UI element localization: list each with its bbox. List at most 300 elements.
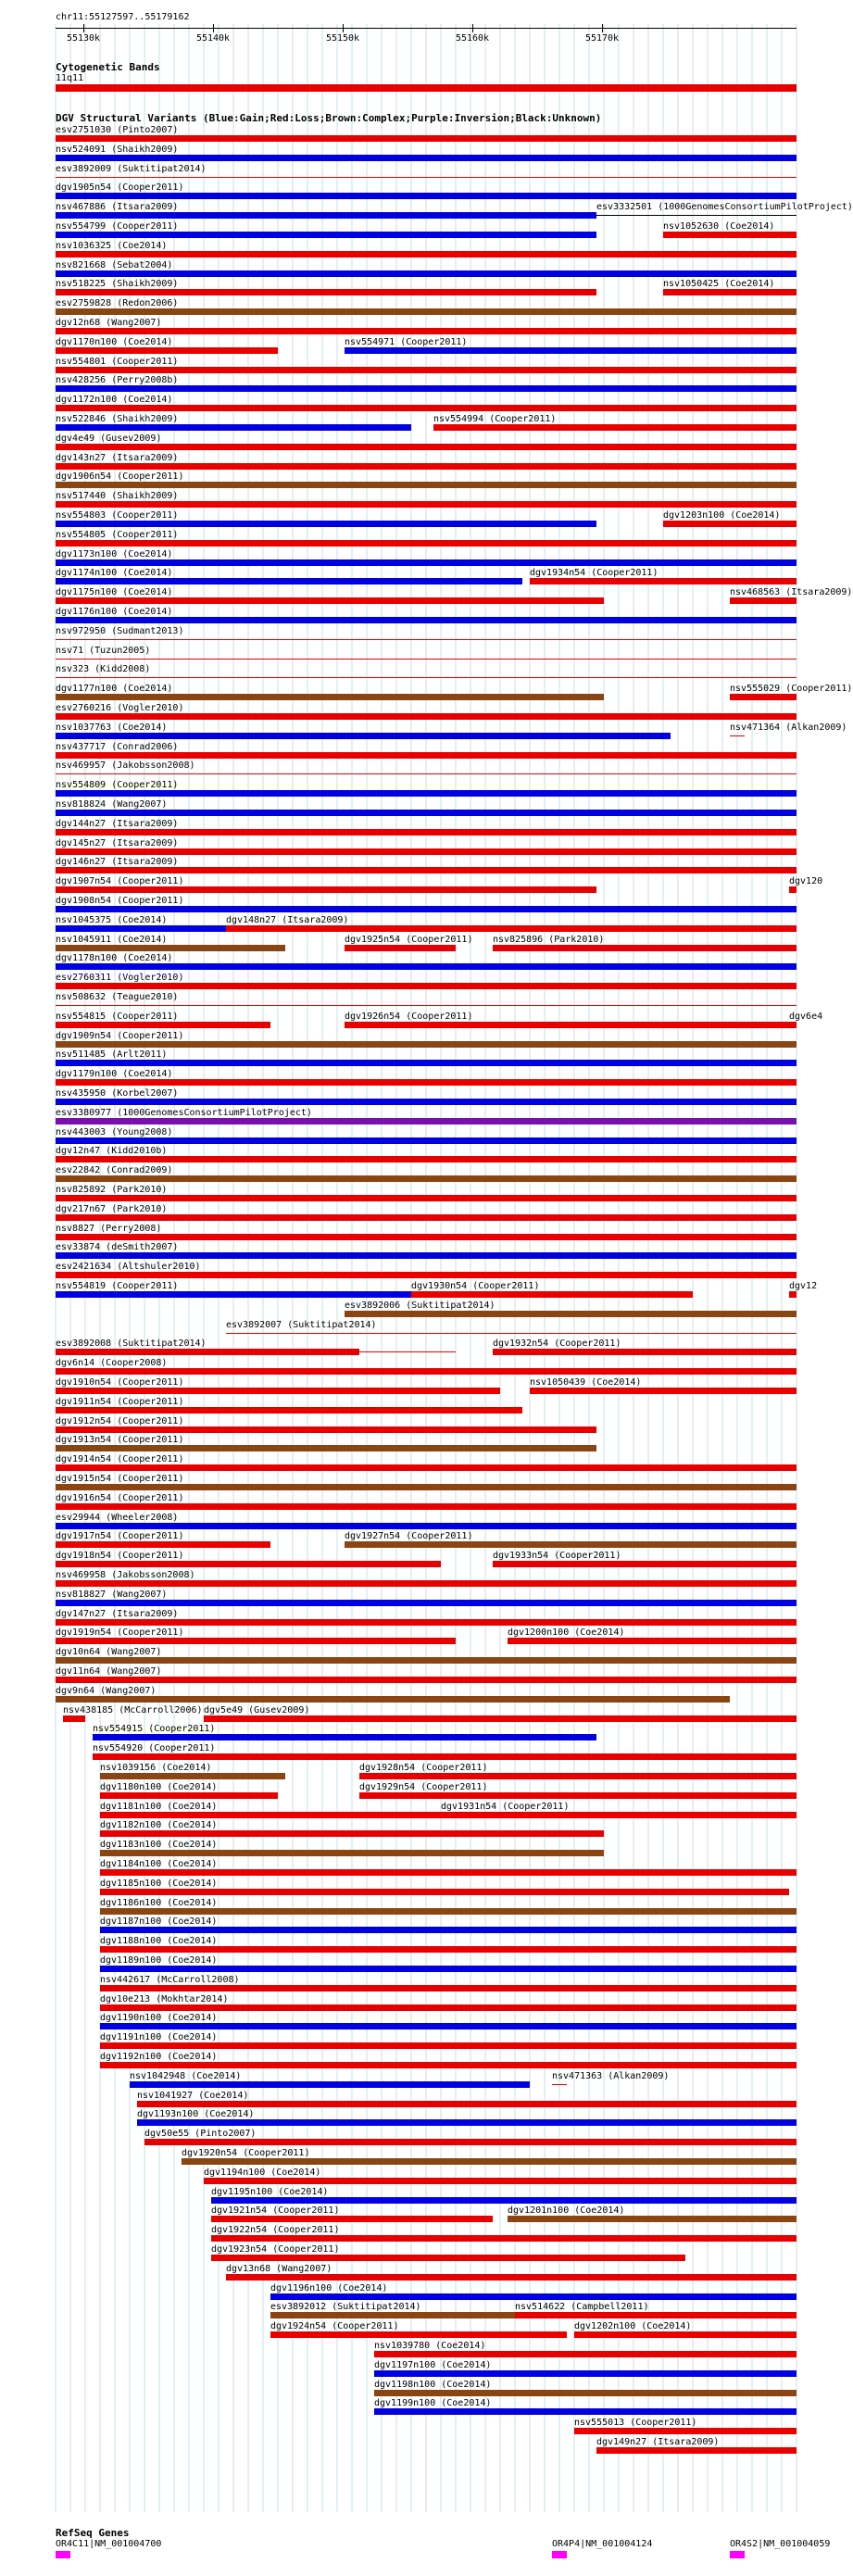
- variant-bar[interactable]: [56, 463, 797, 470]
- variant-label: nsv522846 (Shaikh2009): [56, 414, 179, 424]
- variant-label: dgv1913n54 (Cooper2011): [56, 1435, 184, 1446]
- variant-bar[interactable]: [56, 1252, 797, 1259]
- variant-bar[interactable]: [56, 1541, 270, 1548]
- variant-label: nsv514622 (Campbell2011): [515, 2302, 649, 2313]
- variant-bar[interactable]: [374, 2370, 797, 2377]
- variant-label: dgv1179n100 (Coe2014): [56, 1069, 173, 1080]
- variant-bar[interactable]: [789, 1022, 797, 1028]
- variant-bar[interactable]: [100, 1985, 797, 1992]
- variant-label: esv2760216 (Vogler2010): [56, 703, 184, 713]
- variant-bar[interactable]: [56, 1022, 270, 1028]
- variant-bar[interactable]: [433, 424, 797, 431]
- variant-label: dgv146n27 (Itsara2009): [56, 857, 179, 868]
- variant-label: dgv1914n54 (Cooper2011): [56, 1454, 184, 1465]
- variant-label: dgv1932n54 (Cooper2011): [493, 1338, 621, 1350]
- variant-label: dgv1175n100 (Coe2014): [56, 587, 173, 598]
- variant-label: nsv518225 (Shaikh2009): [56, 279, 179, 290]
- variant-bar[interactable]: [552, 2084, 567, 2085]
- variant-bar[interactable]: [56, 540, 797, 547]
- variant-label: nsv555013 (Cooper2011): [574, 2418, 697, 2429]
- variant-bar[interactable]: [56, 1291, 411, 1298]
- variant-label: dgv1184n100 (Coe2014): [100, 1859, 218, 1869]
- variant-label: dgv1922n54 (Cooper2011): [211, 2225, 340, 2236]
- variant-bar[interactable]: [226, 1333, 797, 1334]
- variant-label: dgv1198n100 (Coe2014): [374, 2379, 492, 2390]
- variant-label: dgv1194n100 (Coe2014): [204, 2167, 321, 2178]
- variant-label: dgv143n27 (Itsara2009): [56, 452, 179, 463]
- variant-bar[interactable]: [663, 521, 797, 527]
- variant-label: dgv10e213 (Mokhtar2014): [100, 1993, 229, 2004]
- variant-bar[interactable]: [345, 347, 797, 354]
- variant-bar[interactable]: [56, 1503, 797, 1510]
- variant-bar[interactable]: [56, 1368, 797, 1375]
- variant-bar[interactable]: [182, 2158, 797, 2165]
- variant-bar[interactable]: [789, 886, 797, 893]
- variant-label: nsv437717 (Conrad2006): [56, 741, 179, 752]
- variant-label: nsv554915 (Cooper2011): [93, 1724, 216, 1735]
- variant-bar[interactable]: [515, 2312, 797, 2318]
- variant-bar[interactable]: [56, 251, 797, 258]
- variant-bar[interactable]: [56, 1099, 797, 1105]
- gene-label: OR4C11|NM_001004700: [56, 2539, 162, 2549]
- variant-bar[interactable]: [374, 2408, 797, 2415]
- variant-label: nsv554801 (Cooper2011): [56, 356, 179, 367]
- variant-bar[interactable]: [56, 212, 596, 219]
- variant-label: nsv1039780 (Coe2014): [374, 2341, 486, 2351]
- variant-label: dgv1200n100 (Coe2014): [508, 1627, 625, 1639]
- variant-label: nsv524091 (Shaikh2009): [56, 144, 179, 155]
- variant-bar[interactable]: [56, 347, 278, 354]
- variant-bar[interactable]: [56, 773, 797, 774]
- ruler-tick: [602, 24, 603, 32]
- variant-label: nsv554805 (Cooper2011): [56, 529, 179, 540]
- variant-label: nsv517440 (Shaikh2009): [56, 491, 179, 502]
- variant-bar[interactable]: [493, 1561, 797, 1567]
- variant-label: dgv12n47 (Kidd2010b): [56, 1146, 168, 1157]
- variant-label: nsv435950 (Korbel2007): [56, 1088, 179, 1099]
- variant-bar[interactable]: [56, 1349, 359, 1355]
- variant-bar[interactable]: [270, 2331, 567, 2338]
- variant-label: nsv821668 (Sebat2004): [56, 259, 173, 270]
- variant-label: esv3892009 (Suktitipat2014): [56, 163, 207, 174]
- variant-bar[interactable]: [374, 2390, 797, 2396]
- variant-bar[interactable]: [100, 1869, 797, 1876]
- variant-label: dgv1931n54 (Cooper2011): [441, 1801, 570, 1812]
- variant-bar[interactable]: [56, 1407, 522, 1414]
- variant-label: dgv1201n100 (Coe2014): [508, 2205, 625, 2217]
- variant-bar[interactable]: [56, 848, 797, 855]
- variant-bar[interactable]: [100, 1966, 797, 1972]
- variant-label: dgv1193n100 (Coe2014): [137, 2109, 255, 2120]
- variant-bar[interactable]: [56, 482, 797, 488]
- variant-label: dgv1930n54 (Cooper2011): [411, 1281, 540, 1291]
- variant-bar[interactable]: [56, 1619, 797, 1626]
- variant-label: dgv1199n100 (Coe2014): [374, 2398, 492, 2409]
- variant-label: dgv1195n100 (Coe2014): [211, 2186, 329, 2197]
- variant-bar[interactable]: [56, 367, 797, 373]
- variant-bar[interactable]: [56, 1079, 797, 1086]
- variant-bar[interactable]: [56, 1677, 797, 1683]
- variant-label: nsv554799 (Cooper2011): [56, 221, 179, 232]
- variant-bar[interactable]: [56, 677, 797, 678]
- variant-bar[interactable]: [204, 2178, 797, 2184]
- variant-bar[interactable]: [56, 963, 797, 970]
- variant-label: dgv1928n54 (Cooper2011): [359, 1763, 488, 1773]
- variant-bar[interactable]: [374, 2351, 797, 2357]
- variant-label: dgv1917n54 (Cooper2011): [56, 1531, 184, 1542]
- variant-bar[interactable]: [56, 1464, 797, 1471]
- variant-label: nsv71 (Tuzun2005): [56, 645, 151, 656]
- variant-label: dgv1203n100 (Coe2014): [663, 510, 781, 521]
- variant-label: nsv972950 (Sudmant2013): [56, 625, 184, 636]
- variant-bar[interactable]: [56, 1638, 456, 1644]
- variant-bar[interactable]: [56, 1118, 797, 1125]
- variant-label: dgv1920n54 (Cooper2011): [182, 2148, 310, 2158]
- variant-label: dgv149n27 (Itsara2009): [596, 2437, 720, 2447]
- ruler-tick-label: 55170k: [584, 33, 620, 44]
- ruler-tick-label: 55150k: [325, 33, 360, 44]
- variant-bar[interactable]: [493, 945, 797, 951]
- variant-label: dgv1910n54 (Cooper2011): [56, 1377, 184, 1388]
- variant-bar[interactable]: [137, 2119, 797, 2126]
- variant-label: dgv1187n100 (Coe2014): [100, 1916, 218, 1928]
- variant-label: dgv1192n100 (Coe2014): [100, 2052, 218, 2062]
- variant-bar[interactable]: [56, 1445, 596, 1451]
- variant-label: dgv1923n54 (Cooper2011): [211, 2244, 340, 2255]
- variant-label: esv3380977 (1000GenomesConsortiumPilotProject): [56, 1107, 312, 1118]
- gene-bar[interactable]: [56, 2551, 70, 2558]
- variant-label: nsv554994 (Cooper2011): [433, 414, 557, 424]
- variant-bar[interactable]: [100, 1850, 604, 1856]
- variant-label: dgv1926n54 (Cooper2011): [345, 1011, 473, 1022]
- variant-bar[interactable]: [56, 713, 797, 720]
- variant-bar[interactable]: [56, 385, 797, 392]
- variant-bar[interactable]: [56, 193, 797, 199]
- variant-label: nsv511485 (Arlt2011): [56, 1049, 168, 1061]
- variant-label: nsv469958 (Jakobsson2008): [56, 1570, 195, 1580]
- variant-bar[interactable]: [56, 1137, 797, 1144]
- variant-label: nsv1050425 (Coe2014): [663, 279, 775, 290]
- variant-label: nsv1052630 (Coe2014): [663, 221, 775, 232]
- variant-bar[interactable]: [100, 1792, 278, 1799]
- variant-label: esv3892006 (Suktitipat2014): [345, 1300, 495, 1311]
- variant-bar[interactable]: [93, 1753, 797, 1760]
- variant-label: esv3332501 (1000GenomesConsortiumPilotProject): [596, 202, 853, 213]
- cyto-band-label: 11q11: [56, 73, 84, 83]
- variant-label: dgv1185n100 (Coe2014): [100, 1878, 218, 1889]
- variant-label: nsv428256 (Perry2008b): [56, 375, 179, 386]
- cyto-title: Cytogenetic Bands: [56, 61, 160, 73]
- variant-bar[interactable]: [56, 578, 522, 584]
- variant-label: dgv1197n100 (Coe2014): [374, 2359, 492, 2370]
- variant-bar[interactable]: [56, 1426, 596, 1433]
- variant-label: nsv1045375 (Coe2014): [56, 914, 168, 925]
- variant-bar[interactable]: [56, 1234, 797, 1240]
- variant-bar[interactable]: [270, 2293, 797, 2300]
- variant-bar[interactable]: [226, 925, 797, 932]
- variant-bar[interactable]: [93, 1734, 596, 1740]
- variant-label: nsv1045911 (Coe2014): [56, 934, 168, 945]
- variant-bar[interactable]: [56, 1214, 797, 1221]
- variant-bar[interactable]: [56, 559, 797, 566]
- variant-bar[interactable]: [56, 1041, 797, 1048]
- variant-label: dgv1170n100 (Coe2014): [56, 336, 173, 347]
- variant-bar[interactable]: [56, 1523, 797, 1529]
- variant-bar[interactable]: [56, 155, 797, 161]
- variant-bar[interactable]: [56, 1580, 797, 1587]
- variant-bar[interactable]: [345, 1022, 797, 1028]
- variant-bar[interactable]: [100, 1830, 604, 1837]
- variant-label: nsv554819 (Cooper2011): [56, 1281, 179, 1291]
- variant-label: nsv554803 (Cooper2011): [56, 510, 179, 521]
- variant-label: dgv1174n100 (Coe2014): [56, 568, 173, 579]
- variant-label: dgv9n64 (Wang2007): [56, 1685, 157, 1696]
- variant-label: esv22842 (Conrad2009): [56, 1165, 173, 1176]
- gene-label: OR4P4|NM_001004124: [552, 2539, 653, 2549]
- variant-label: dgv50e55 (Pinto2007): [144, 2129, 257, 2140]
- variant-bar[interactable]: [100, 2023, 797, 2029]
- variant-bar[interactable]: [56, 617, 797, 623]
- variant-bar[interactable]: [56, 1696, 730, 1703]
- variant-bar[interactable]: [137, 2101, 797, 2107]
- variant-label: dgv144n27 (Itsara2009): [56, 818, 179, 829]
- variant-label: dgv1934n54 (Cooper2011): [530, 568, 659, 579]
- variant-bar[interactable]: [211, 2197, 797, 2204]
- variant-label: dgv145n27 (Itsara2009): [56, 837, 179, 848]
- variant-bar[interactable]: [56, 405, 797, 411]
- variant-label: nsv469957 (Jakobsson2008): [56, 760, 195, 772]
- variant-label: dgv1173n100 (Coe2014): [56, 548, 173, 559]
- variant-bar[interactable]: [100, 2004, 797, 2011]
- variant-bar[interactable]: [441, 1812, 797, 1818]
- variant-bar[interactable]: [596, 2447, 797, 2454]
- variant-label: dgv13n68 (Wang2007): [226, 2263, 332, 2274]
- variant-bar[interactable]: [345, 1311, 797, 1317]
- variant-bar[interactable]: [56, 1272, 797, 1278]
- variant-bar[interactable]: [574, 2428, 797, 2434]
- variant-label: nsv1041927 (Coe2014): [137, 2090, 249, 2101]
- variant-label: dgv1176n100 (Coe2014): [56, 607, 173, 617]
- variant-label: nsv1050439 (Coe2014): [530, 1377, 642, 1388]
- variant-bar[interactable]: [56, 521, 596, 527]
- variant-label: nsv1042948 (Coe2014): [130, 2070, 242, 2081]
- variant-label: dgv1186n100 (Coe2014): [100, 1897, 218, 1908]
- variant-label: nsv1036325 (Coe2014): [56, 240, 168, 251]
- variant-bar[interactable]: [56, 597, 604, 604]
- variant-bar[interactable]: [56, 945, 285, 951]
- variant-bar[interactable]: [100, 1773, 285, 1779]
- variant-bar[interactable]: [130, 2081, 530, 2088]
- variant-label: dgv1196n100 (Coe2014): [270, 2282, 388, 2293]
- variant-label: nsv1039156 (Coe2014): [100, 1763, 212, 1773]
- variant-bar[interactable]: [730, 735, 745, 736]
- variant-label: nsv443003 (Young2008): [56, 1126, 173, 1137]
- variant-bar[interactable]: [56, 501, 797, 508]
- variant-label: nsv555029 (Cooper2011): [730, 684, 853, 695]
- variant-label: nsv8827 (Perry2008): [56, 1223, 162, 1234]
- variant-bar[interactable]: [56, 867, 797, 873]
- variant-label: dgv1183n100 (Coe2014): [100, 1840, 218, 1851]
- variant-bar[interactable]: [100, 1946, 797, 1953]
- variant-bar[interactable]: [359, 1351, 456, 1352]
- variant-bar[interactable]: [211, 2235, 797, 2242]
- variant-bar[interactable]: [56, 1060, 797, 1066]
- variant-bar[interactable]: [493, 1349, 797, 1355]
- variant-bar[interactable]: [56, 1156, 797, 1162]
- variant-bar[interactable]: [730, 694, 797, 700]
- variant-bar[interactable]: [56, 1175, 797, 1182]
- variant-bar[interactable]: [56, 1561, 441, 1567]
- ruler-tick-label: 55140k: [195, 33, 231, 44]
- variant-label: dgv147n27 (Itsara2009): [56, 1608, 179, 1619]
- variant-bar[interactable]: [63, 1715, 85, 1722]
- variant-bar[interactable]: [56, 829, 797, 836]
- variant-bar[interactable]: [56, 733, 671, 739]
- variant-bar[interactable]: [100, 1889, 789, 1895]
- dgv-title: DGV Structural Variants (Blue:Gain;Red:Loss;Brown:Complex;Purple:Inversion;Black:Unknown): [56, 112, 602, 124]
- variant-bar[interactable]: [56, 925, 226, 932]
- variant-label: dgv1929n54 (Cooper2011): [359, 1781, 488, 1792]
- variant-bar[interactable]: [56, 810, 797, 816]
- variant-bar[interactable]: [56, 1657, 797, 1664]
- variant-bar[interactable]: [56, 444, 797, 450]
- ruler: [56, 28, 797, 29]
- variant-label: dgv148n27 (Itsara2009): [226, 914, 349, 925]
- variant-label: esv29944 (Wheeler2008): [56, 1512, 179, 1523]
- variant-bar[interactable]: [345, 945, 456, 951]
- variant-bar[interactable]: [211, 2255, 685, 2261]
- ruler-tick: [343, 24, 344, 32]
- variant-label: nsv818824 (Wang2007): [56, 799, 168, 810]
- variant-bar[interactable]: [508, 1638, 797, 1644]
- variant-bar[interactable]: [56, 1195, 797, 1201]
- variant-label: nsv554809 (Cooper2011): [56, 780, 179, 791]
- ruler-tick: [213, 24, 214, 32]
- variant-label: dgv1918n54 (Cooper2011): [56, 1551, 184, 1562]
- variant-bar[interactable]: [100, 1927, 797, 1933]
- variant-bar[interactable]: [204, 1715, 797, 1722]
- variant-bar[interactable]: [56, 886, 596, 893]
- variant-bar[interactable]: [100, 2062, 797, 2068]
- variant-label: nsv467886 (Itsara2009): [56, 202, 179, 213]
- variant-label: dgv11n64 (Wang2007): [56, 1666, 162, 1677]
- variant-bar[interactable]: [56, 752, 797, 759]
- variant-bar[interactable]: [663, 232, 797, 238]
- variant-label: dgv1178n100 (Coe2014): [56, 953, 173, 964]
- variant-bar[interactable]: [211, 2216, 493, 2222]
- variant-bar[interactable]: [359, 1773, 797, 1779]
- variant-bar[interactable]: [345, 1541, 797, 1548]
- variant-label: dgv6n14 (Cooper2008): [56, 1358, 168, 1369]
- variant-label: dgv1180n100 (Coe2014): [100, 1781, 218, 1792]
- variant-bar[interactable]: [730, 597, 797, 604]
- variant-bar[interactable]: [144, 2139, 797, 2145]
- variant-label: esv2759828 (Redon2006): [56, 298, 179, 309]
- cyto-band[interactable]: [56, 84, 797, 92]
- ruler-tick-label: 55130k: [66, 33, 101, 44]
- variant-bar[interactable]: [56, 790, 797, 797]
- variant-bar[interactable]: [56, 983, 797, 989]
- variant-label: nsv471363 (Alkan2009): [552, 2070, 670, 2081]
- variant-label: dgv217n67 (Park2010): [56, 1203, 168, 1214]
- variant-bar[interactable]: [100, 1908, 797, 1915]
- variant-label: dgv1927n54 (Cooper2011): [345, 1531, 473, 1542]
- variant-bar[interactable]: [574, 2331, 797, 2338]
- variant-bar[interactable]: [56, 694, 604, 700]
- variant-bar[interactable]: [56, 1600, 797, 1606]
- variant-bar[interactable]: [56, 659, 797, 660]
- variant-label: nsv438185 (McCarroll2006): [63, 1704, 203, 1715]
- variant-bar[interactable]: [56, 639, 797, 640]
- variant-label: dgv1925n54 (Cooper2011): [345, 934, 473, 945]
- variant-bar[interactable]: [56, 424, 411, 431]
- variant-label: dgv1911n54 (Cooper2011): [56, 1396, 184, 1407]
- variant-label: nsv442617 (McCarroll2008): [100, 1974, 240, 1985]
- variant-bar[interactable]: [56, 270, 797, 277]
- variant-label: dgv1189n100 (Coe2014): [100, 1955, 218, 1966]
- variant-bar[interactable]: [411, 1291, 693, 1298]
- variant-bar[interactable]: [359, 1792, 797, 1799]
- variant-bar[interactable]: [226, 2274, 797, 2281]
- variant-bar[interactable]: [789, 1291, 797, 1298]
- variant-label: dgv1909n54 (Cooper2011): [56, 1030, 184, 1041]
- variant-label: dgv1202n100 (Coe2014): [574, 2321, 692, 2332]
- variant-label: dgv1916n54 (Cooper2011): [56, 1492, 184, 1503]
- variant-label: esv2751030 (Pinto2007): [56, 125, 179, 135]
- variant-bar[interactable]: [56, 906, 797, 912]
- variant-label: nsv825892 (Park2010): [56, 1185, 168, 1195]
- variant-label: dgv6e4: [789, 1011, 823, 1022]
- variant-label: esv3892012 (Suktitipat2014): [270, 2302, 421, 2313]
- variant-bar[interactable]: [530, 1388, 797, 1394]
- variant-label: dgv1188n100 (Coe2014): [100, 1936, 218, 1947]
- variant-bar[interactable]: [56, 328, 797, 334]
- variant-label: nsv554971 (Cooper2011): [345, 336, 468, 347]
- variant-bar[interactable]: [596, 215, 797, 216]
- variant-bar[interactable]: [56, 1388, 500, 1394]
- variant-label: dgv1924n54 (Cooper2011): [270, 2321, 399, 2332]
- variant-bar[interactable]: [56, 1484, 797, 1490]
- variant-label: dgv10n64 (Wang2007): [56, 1647, 162, 1658]
- variant-bar[interactable]: [270, 2312, 515, 2318]
- variant-bar[interactable]: [663, 289, 797, 295]
- variant-bar[interactable]: [56, 289, 596, 295]
- variant-bar[interactable]: [508, 2216, 797, 2222]
- variant-bar[interactable]: [56, 308, 797, 315]
- variant-bar[interactable]: [56, 1005, 797, 1006]
- variant-bar[interactable]: [56, 177, 797, 178]
- variant-label: dgv1907n54 (Cooper2011): [56, 876, 184, 887]
- ruler-tick: [83, 24, 84, 32]
- variant-label: dgv1908n54 (Cooper2011): [56, 896, 184, 906]
- gene-bar[interactable]: [552, 2551, 567, 2558]
- ruler-tick: [472, 24, 473, 32]
- variant-label: dgv4e49 (Gusev2009): [56, 433, 162, 444]
- variant-label: dgv1915n54 (Cooper2011): [56, 1474, 184, 1484]
- variant-bar[interactable]: [56, 135, 797, 142]
- variant-bar[interactable]: [56, 232, 596, 238]
- variant-label: nsv471364 (Alkan2009): [730, 722, 847, 733]
- variant-label: dgv1933n54 (Cooper2011): [493, 1551, 621, 1562]
- variant-label: dgv1177n100 (Coe2014): [56, 684, 173, 695]
- variant-label: nsv554815 (Cooper2011): [56, 1011, 179, 1022]
- variant-label: dgv1190n100 (Coe2014): [100, 2013, 218, 2024]
- variant-label: dgv1906n54 (Cooper2011): [56, 471, 184, 483]
- gene-bar[interactable]: [730, 2551, 745, 2558]
- variant-bar[interactable]: [530, 578, 797, 584]
- variant-label: nsv818827 (Wang2007): [56, 1589, 168, 1600]
- variant-bar[interactable]: [100, 2042, 797, 2049]
